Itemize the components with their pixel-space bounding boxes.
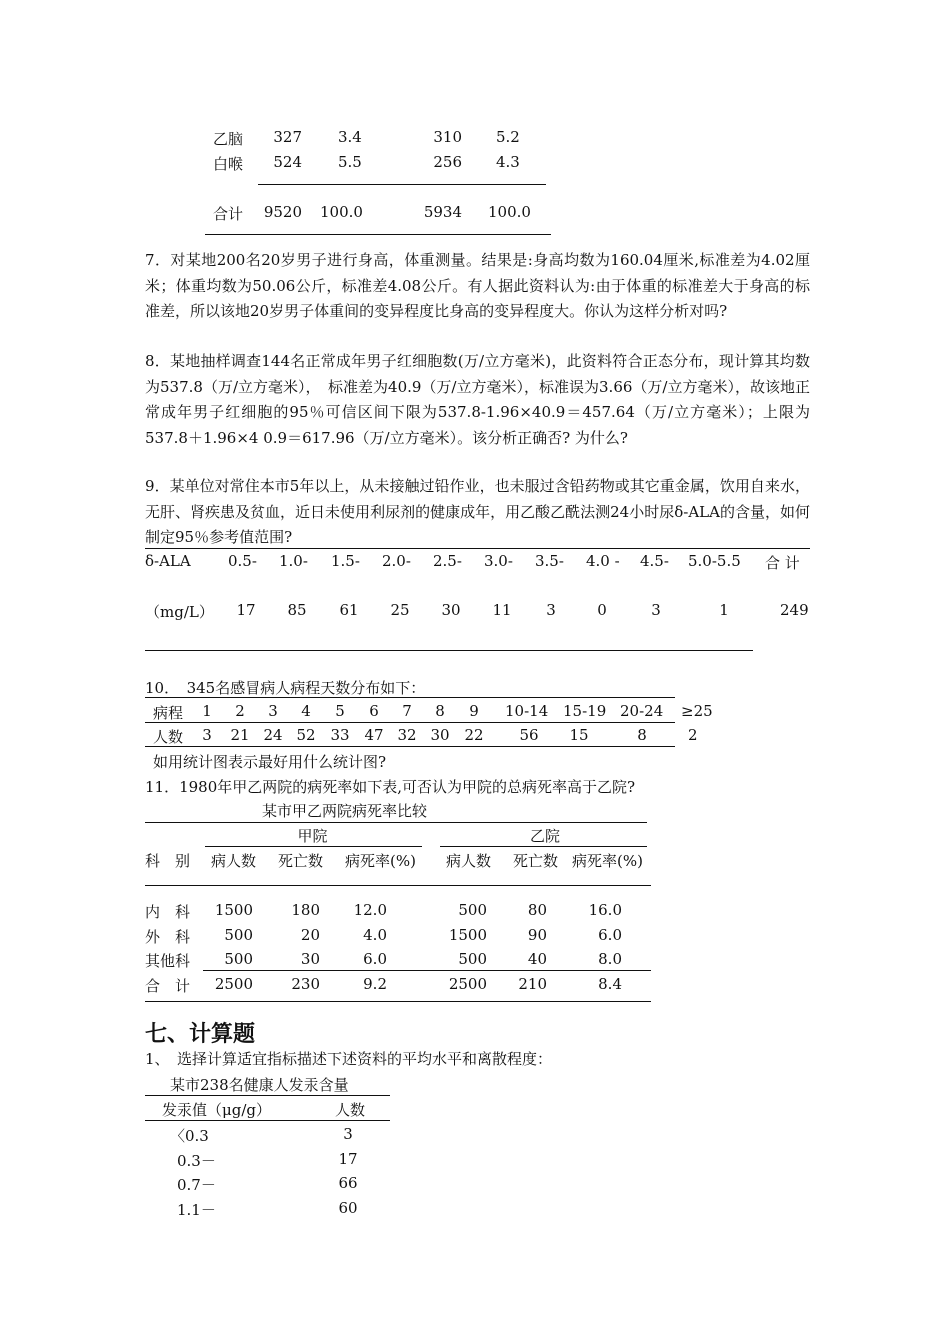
cell: 0.7－: [177, 1176, 216, 1194]
cell: 15-19: [563, 702, 607, 720]
column-header: 病人数: [446, 852, 492, 870]
cell: 1.1－: [177, 1201, 216, 1219]
table-rule: [145, 822, 647, 823]
cell: 3: [343, 1125, 353, 1143]
cell: 500: [458, 950, 487, 968]
cell: 66: [338, 1174, 358, 1192]
cell: 9: [469, 702, 479, 720]
column-header: 死亡数: [513, 852, 559, 870]
cell: 500: [458, 901, 487, 919]
cell: 3: [546, 601, 556, 619]
table-title: 某市238名健康人发汞含量: [170, 1076, 349, 1094]
cell: 310: [433, 128, 462, 146]
column-header: 人数: [335, 1101, 366, 1119]
cell: 25: [390, 601, 410, 619]
cell: 1: [202, 702, 212, 720]
cell: 白喉: [213, 155, 244, 173]
cell: 30: [441, 601, 461, 619]
cell: 0.5-: [228, 552, 257, 570]
cell: 3: [268, 702, 278, 720]
cell: 2: [688, 726, 698, 744]
cell: 524: [273, 153, 302, 171]
column-header: 病死率(%): [572, 852, 643, 870]
cell: 100.0: [320, 203, 363, 221]
cell: 21: [230, 726, 250, 744]
cell: 30: [300, 950, 320, 968]
cell: 80: [527, 901, 547, 919]
cell: 230: [291, 975, 320, 993]
cell: 〈0.3: [170, 1127, 209, 1145]
cell: 60: [338, 1199, 358, 1217]
cell: 3.4: [338, 128, 362, 146]
cell: 1: [719, 601, 729, 619]
cell: 1.5-: [331, 552, 360, 570]
cell: 56: [519, 726, 539, 744]
cell: δ-ALA: [145, 552, 191, 570]
cell: 2: [235, 702, 245, 720]
table-rule: [145, 697, 675, 698]
cell: 0: [597, 601, 607, 619]
question-8: 8．某地抽样调查144名正常成年男子红细胞数(万/立方毫米)，此资料符合正态分布，现计算其均数为537.8（万/立方毫米）， 标准差为40.9（万/立方毫米），标准误为3.66（万/立方毫米），故该地正常成年男子红细胞的95％可信区间下限为537.8-1.96×40.9＝457.64（万/立方毫米）；上限为 537.8＋1.96×4 0.9＝617.96（万/立方毫米）。该分析正确否? 为什么?: [145, 352, 810, 447]
cell: 210: [518, 975, 547, 993]
cell: 8: [637, 726, 647, 744]
cell: 20-24: [620, 702, 664, 720]
cell: 9520: [263, 203, 302, 221]
cell: 2500: [214, 975, 253, 993]
cell: 合 计: [145, 977, 191, 995]
cell: 5934: [423, 203, 462, 221]
question-7: 7．对某地200名20岁男子进行身高，体重测量。结果是:身高均数为160.04厘米,标准差为4.02厘米；体重均数为50.06公斤，标准差4.08公斤。有人据此资料认为:由于体重的标准差大于身高的标准差，所以该地20岁男子体重间的变异程度比身高的变异程度大。你认为这样分析对吗?: [145, 251, 810, 320]
cell: 249: [780, 601, 809, 619]
cell: 32: [397, 726, 417, 744]
cell: 22: [464, 726, 484, 744]
cell: 327: [273, 128, 302, 146]
question-11: 11．1980年甲乙两院的病死率如下表,可否认为甲院的总病死率高于乙院?: [145, 778, 636, 796]
table-title: 某市甲乙两院病死率比较: [262, 802, 428, 820]
table-rule: [145, 1120, 390, 1121]
cell: 500: [224, 950, 253, 968]
cell: 8.0: [598, 950, 622, 968]
cell: 0.3－: [177, 1152, 216, 1170]
cell: 100.0: [488, 203, 531, 221]
cell: 合 计: [765, 554, 800, 572]
cell: 5.0-5.5: [688, 552, 741, 570]
cell: 4.3: [496, 153, 520, 171]
cell: 10-14: [505, 702, 549, 720]
cell: 病程: [153, 704, 184, 722]
group-header-b: 乙院: [529, 827, 560, 845]
cell: 61: [339, 601, 359, 619]
cell: 3: [202, 726, 212, 744]
cell: 256: [433, 153, 462, 171]
cell: 85: [287, 601, 307, 619]
cell: 40: [527, 950, 547, 968]
cell: 12.0: [353, 901, 387, 919]
cell: 4: [301, 702, 311, 720]
group-header-a: 甲院: [297, 827, 328, 845]
table-rule: [440, 846, 647, 847]
cell: 6: [369, 702, 379, 720]
cell: 合计: [213, 205, 244, 223]
cell: 9.2: [363, 975, 387, 993]
calc-question-1: 1、 选择计算适宜指标描述下述资料的平均水平和离散程度：: [145, 1050, 553, 1068]
cell: 3: [651, 601, 661, 619]
cell: 5: [335, 702, 345, 720]
cell: 1500: [448, 926, 487, 944]
cell: 17: [338, 1150, 358, 1168]
cell: 52: [296, 726, 316, 744]
cell: 8: [435, 702, 445, 720]
table-rule: [145, 885, 651, 886]
cell: 其他科: [145, 952, 191, 970]
cell: 2.5-: [433, 552, 462, 570]
table-rule: [205, 846, 422, 847]
table-rule: [145, 1095, 390, 1096]
cell: 外 科: [145, 928, 191, 946]
cell: 11: [492, 601, 512, 619]
table-rule: [145, 1001, 651, 1002]
cell: 500: [224, 926, 253, 944]
table-rule: [145, 548, 810, 549]
column-header: 病死率(%): [345, 852, 416, 870]
cell: 3.0-: [484, 552, 513, 570]
cell: 人数: [153, 728, 184, 746]
cell: 3.5-: [535, 552, 564, 570]
question-9: 9．某单位对常住本市5年以上，从未接触过铅作业，也未服过含铅药物或其它重金属，饮用自来水，无肝、肾疾患及贫血，近日未使用利尿剂的健康成年，用乙酸乙酰法测24小时尿δ-ALA的含量，如何制定95％参考值范围?: [145, 477, 810, 546]
cell: 1.0-: [279, 552, 308, 570]
cell: 30: [430, 726, 450, 744]
table-rule: [203, 970, 651, 971]
cell: 2500: [448, 975, 487, 993]
column-header: 病人数: [211, 852, 257, 870]
cell: 17: [236, 601, 256, 619]
cell: 1500: [214, 901, 253, 919]
cell: 24: [263, 726, 283, 744]
cell: 2.0-: [382, 552, 411, 570]
cell: 47: [364, 726, 384, 744]
table-rule: [145, 746, 675, 747]
cell: 7: [402, 702, 412, 720]
section-heading: 七、计算题: [145, 1022, 256, 1047]
cell: 6.0: [363, 950, 387, 968]
column-header: 死亡数: [278, 852, 324, 870]
cell: 8.4: [598, 975, 622, 993]
cell: 20: [300, 926, 320, 944]
question-10-tail: 如用统计图表示最好用什么统计图?: [153, 753, 387, 771]
cell: ≥25: [681, 702, 713, 720]
cell: 15: [569, 726, 589, 744]
cell: （mg/L）: [145, 603, 214, 621]
cell: 5.2: [496, 128, 520, 146]
column-header: 发汞值（μg/g）: [162, 1101, 272, 1119]
table-rule: [145, 722, 675, 723]
table-rule: [258, 184, 546, 185]
cell: 4.5-: [640, 552, 669, 570]
cell: 180: [291, 901, 320, 919]
cell: 90: [527, 926, 547, 944]
cell: 16.0: [588, 901, 622, 919]
cell: 4.0: [363, 926, 387, 944]
cell: 5.5: [338, 153, 362, 171]
cell: 内 科: [145, 903, 191, 921]
cell: 4.0 -: [586, 552, 620, 570]
cell: 6.0: [598, 926, 622, 944]
column-header: 科 别: [145, 852, 191, 870]
table-rule: [145, 650, 753, 651]
cell: 乙脑: [213, 130, 244, 148]
question-10: 10． 345名感冒病人病程天数分布如下：: [145, 679, 426, 697]
table-rule: [205, 234, 551, 235]
cell: 33: [330, 726, 350, 744]
